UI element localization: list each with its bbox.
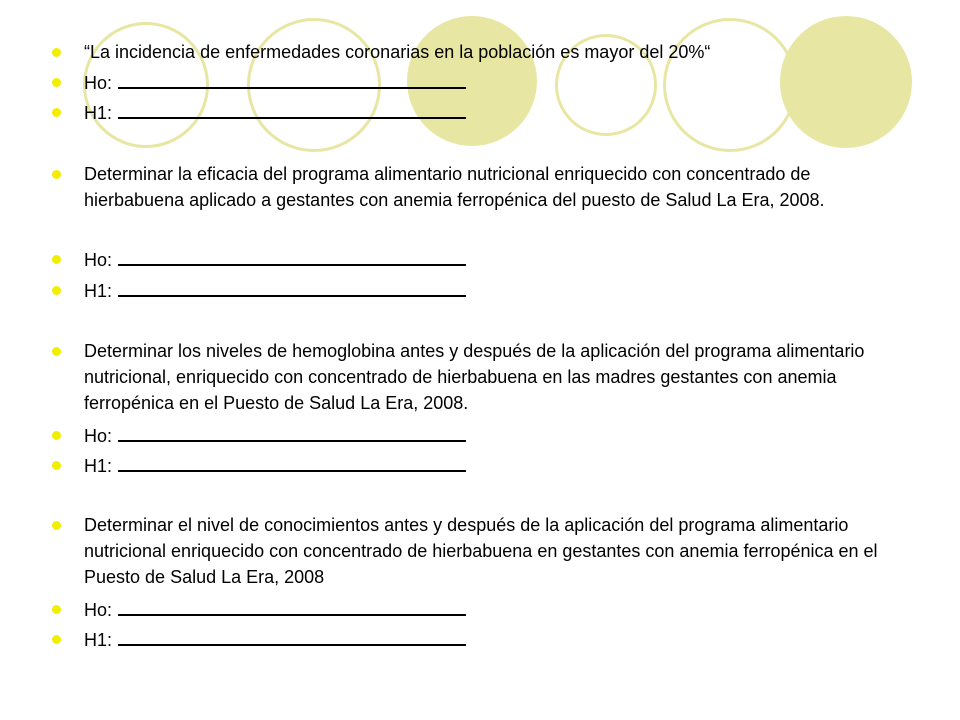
bullet-dot	[52, 108, 61, 117]
list-item-h1	[52, 277, 912, 304]
list-item-ho	[52, 596, 912, 623]
bullet-dot	[52, 255, 61, 264]
list-item-objective	[52, 512, 912, 590]
list-item-text: “La incidencia de enfermedades coronarias en la población es mayor del 20%“	[84, 42, 711, 62]
bullet-dot	[52, 48, 61, 57]
answer-blank-line	[118, 69, 466, 89]
list-item-ho	[52, 246, 912, 273]
ho-label: Ho:	[84, 73, 113, 93]
answer-blank-line	[118, 596, 466, 616]
list-item-h1	[52, 99, 912, 126]
list-item-statement	[52, 39, 912, 65]
bullet-dot	[52, 635, 61, 644]
h1-label: H1:	[84, 456, 113, 476]
bullet-dot	[52, 347, 61, 356]
bullet-dot	[52, 286, 61, 295]
list-item-h1	[52, 626, 912, 653]
answer-blank-line	[118, 99, 466, 119]
list-item-ho	[52, 69, 912, 96]
ho-label: Ho:	[84, 250, 113, 270]
list-item-text: Determinar el nivel de conocimientos antes y después de la aplicación del programa alimentario nutricional enriquecido con concentrado de hierbabuena en gestantes con anemia ferropénica en el Puesto de Salud La Era, 2008	[84, 515, 878, 587]
bullet-dot	[52, 461, 61, 470]
answer-blank-line	[118, 246, 466, 266]
bullet-dot	[52, 78, 61, 87]
ho-label: Ho:	[84, 600, 113, 620]
answer-blank-line	[118, 452, 466, 472]
bullet-dot	[52, 170, 61, 179]
answer-blank-line	[118, 626, 466, 646]
list-item-h1	[52, 452, 912, 479]
h1-label: H1:	[84, 281, 113, 301]
list-item-text: Determinar los niveles de hemoglobina antes y después de la aplicación del programa alimentario nutricional, enriquecido con concentrado de hierbabuena en las madres gestantes con anemia ferropénica en el Puesto de Salud La Era, 2008.	[84, 341, 865, 413]
ho-label: Ho:	[84, 426, 113, 446]
answer-blank-line	[118, 277, 466, 297]
h1-label: H1:	[84, 630, 113, 650]
bullet-dot	[52, 605, 61, 614]
list-item-ho	[52, 422, 912, 449]
bullet-dot	[52, 521, 61, 530]
list-item-objective	[52, 338, 912, 416]
answer-blank-line	[118, 422, 466, 442]
bullet-dot	[52, 431, 61, 440]
list-item-text: Determinar la eficacia del programa alimentario nutricional enriquecido con concentrado de hierbabuena aplicado a gestantes con anemia ferropénica del puesto de Salud La Era, 2008.	[84, 164, 825, 210]
h1-label: H1:	[84, 103, 113, 123]
list-item-objective	[52, 161, 912, 213]
